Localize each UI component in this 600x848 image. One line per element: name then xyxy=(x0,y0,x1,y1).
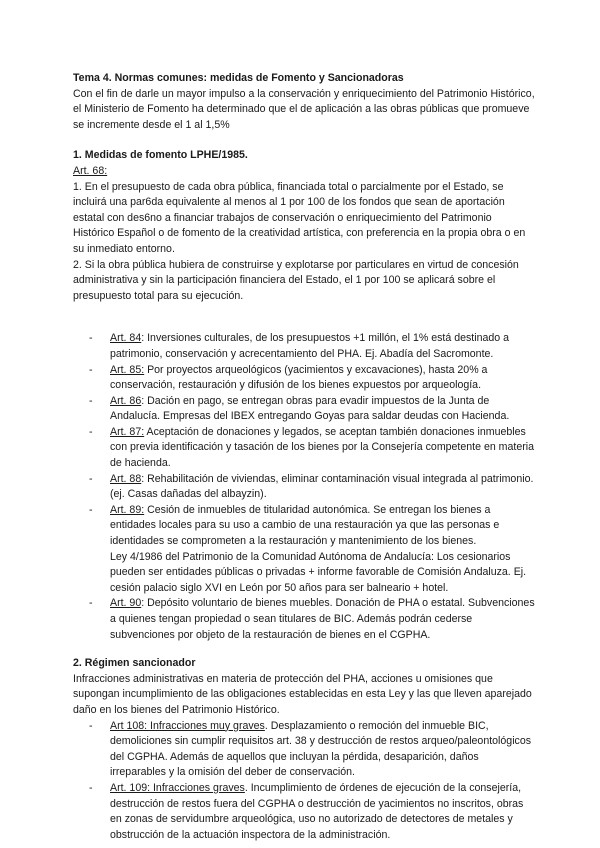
article-ref: Art 108: Infracciones muy graves xyxy=(110,719,265,732)
section1-heading: 1. Medidas de fomento LPHE/1985. xyxy=(73,149,248,162)
bullet-dash: - xyxy=(89,503,93,516)
item-text: Por proyectos arqueológicos (yacimientos y excavaciones), hasta 20% a conservación, restauración y difusión de los bienes expuestos por arqueología. xyxy=(110,363,488,392)
list-item xyxy=(73,503,535,597)
list-item xyxy=(73,781,535,843)
article-ref: Art. 84 xyxy=(110,332,142,345)
bullet-dash: - xyxy=(89,597,93,610)
list-item xyxy=(73,363,535,394)
list-item xyxy=(73,472,535,503)
item-text: : Rehabilitación de viviendas, eliminar contaminación visual integrada al patrimonio. (ej. Casas dañadas del albayzin). xyxy=(110,472,534,501)
fomento-list xyxy=(73,331,535,643)
section2-intro: Infracciones administrativas en materia de protección del PHA, acciones u omisiones que supongan incumplimiento de las obligaciones establecidas en esta Ley y las que lleven aparejado daño en los bienes del Patrimonio Histórico. xyxy=(73,672,532,716)
item-text: . Incumplimiento de órdenes de ejecución de la consejería, destrucción de restos fuera del CGPHA o destrucción de yacimientos no inscritos, obras en zonas de servidumbre arqueológica, uso no autorizado de detectores de metales y obstrucción de la actuación inspectora de la administración. xyxy=(110,781,524,841)
art68-paragraph-2: 2. Si la obra pública hubiera de construirse y explotarse por particulares en virtud de concesión administrativa y sin la participación financiera del Estado, el 1 por 100 se aplicará sobre el presupuesto total para su ejecución. xyxy=(73,258,519,302)
bullet-dash: - xyxy=(89,781,93,794)
bullet-dash: - xyxy=(89,425,93,438)
item-text: . Desplazamiento o remoción del inmueble BIC, demoliciones sin cumplir requisitos art. 38 y destrucción de restos arqueo/paleontológicos del CGPHA. Además de aquellos que incluyan la pérdida, desaparición, daños irreparables y la omisión del deber de conservación. xyxy=(110,719,532,779)
bullet-dash: - xyxy=(89,472,93,485)
article-ref: Art. 89: xyxy=(110,503,145,516)
list-item xyxy=(73,425,535,472)
bullet-dash: - xyxy=(89,363,93,376)
list-item xyxy=(73,331,535,362)
item-text: : Inversiones culturales, de los presupuestos +1 millón, el 1% está destinado a patrimonio, conservación y acrecentamiento del PHA. Ej. Abadía del Sacromonte. xyxy=(110,332,509,360)
article-ref: Art. 88 xyxy=(110,472,142,485)
list-item xyxy=(73,596,535,643)
item-text: : Dación en pago, se entregan obras para evadir impuestos de la Junta de Andalucía. Empresas del IBEX entregando Goyas para saldar deudas con Hacienda. xyxy=(110,394,510,423)
article-ref: Art. 109: Infracciones graves xyxy=(110,781,245,794)
bullet-dash: - xyxy=(89,332,93,345)
art68-label: Art. 68: xyxy=(73,164,108,177)
document-title: Tema 4. Normas comunes: medidas de Fomento y Sancionadoras xyxy=(73,72,404,84)
article-ref: Art. 90 xyxy=(110,597,142,610)
sanciones-list xyxy=(73,719,535,844)
article-ref: Art. 87: xyxy=(110,425,145,438)
intro-paragraph: Con el fin de darle un mayor impulso a la conservación y enriquecimiento del Patrimonio Histórico, el Ministerio de Fomento ha determinado que el de aplicación a las obras públicas que promueve se incremente desde el 1 al 1,5% xyxy=(73,87,535,131)
section2-heading: 2. Régimen sancionador xyxy=(73,657,196,670)
item-extra-text: Ley 4/1986 del Patrimonio de la Comunidad Autónoma de Andalucía: Los cesionarios pueden ser entidades públicas o privadas + informe favorable de Comisión Andaluza. Ej. cesión palacio siglo XVI en León por 50 años para ser balneario + hotel. xyxy=(110,550,527,594)
article-ref: Art. 86 xyxy=(110,394,142,407)
article-ref: Art. 85: xyxy=(110,363,145,376)
bullet-dash: - xyxy=(89,394,93,407)
list-item xyxy=(73,394,535,425)
item-text: Cesión de inmuebles de titularidad autonómica. Se entregan los bienes a entidades locales para su uso a cambio de una restauración ya que las personas e identidades se comprometen a la restauración y mantenimiento de los bienes. xyxy=(110,503,500,548)
art68-paragraph-1: 1. En el presupuesto de cada obra pública, financiada total o parcialmente por el Estado, se incluirá una par6da equivalente al menos al 1 por 100 de los fondos que sean de aportación estatal con des6no a financiar trabajos de conservación o enriquecimiento del Patrimonio Histórico Español o de fomento de la creatividad artística, con preferencia en la propia obra o en su inmediato entorno. xyxy=(73,180,526,255)
document-page xyxy=(73,71,535,843)
bullet-dash: - xyxy=(89,719,93,732)
item-text: Aceptación de donaciones y legados, se aceptan también donaciones inmuebles con previa identificación y tasación de los bienes por la Consejería competente en materia de hacienda. xyxy=(110,425,534,470)
list-item xyxy=(73,719,535,781)
item-text: : Depósito voluntario de bienes muebles. Donación de PHA o estatal. Subvenciones a quienes tengan propiedad o sean titulares de BIC. Además podrán cederse subvenciones por objeto de la restauración de bienes en el CGPHA. xyxy=(110,597,535,641)
